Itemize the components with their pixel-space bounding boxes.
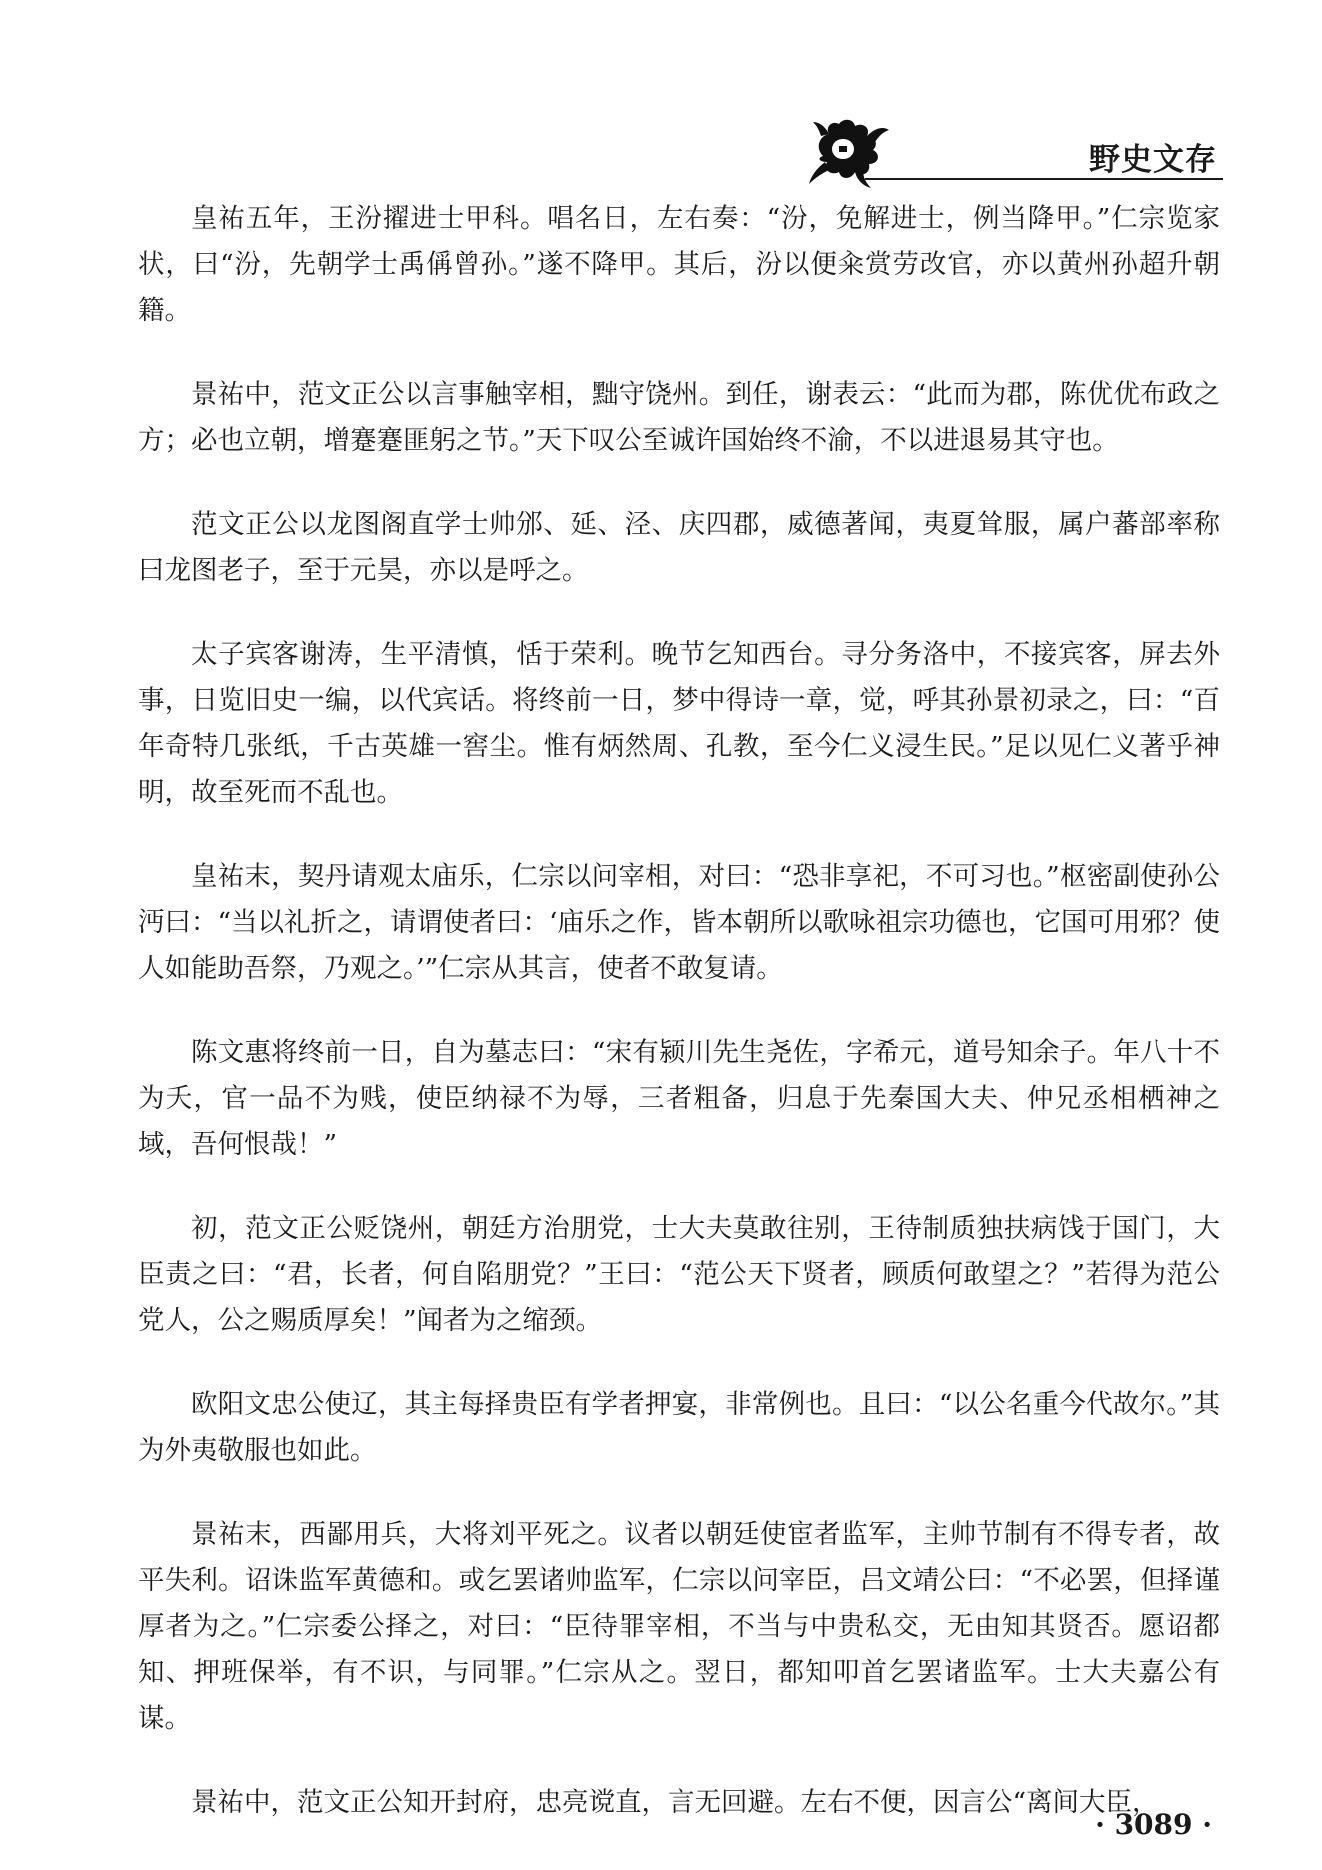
paragraph: 范文正公以龙图阁直学士帅邠、延、泾、庆四郡，威德著闻，夷夏耸服，属户蕃部率称曰龙图老子，至于元昊，亦以是呼之。 [138,509,1220,586]
paragraph: 景祐中，范文正公以言事触宰相，黜守饶州。到任，谢表云：“此而为郡，陈优优布政之方；必也立朝，增蹇蹇匪躬之节。”天下叹公至诚许国始终不渝，不以进退易其守也。 [138,379,1220,456]
paragraph: 太子宾客谢涛，生平清慎，恬于荣利。晚节乞知西台。寻分务洛中，不接宾客，屏去外事，日览旧史一编，以代宾话。将终前一日，梦中得诗一章，觉，呼其孙景初录之，曰：“百年奇特几张纸，千古英雄一窖尘。惟有炳然周、孔教，至今仁义浸生民。”足以见仁义著乎神明，故至死而不乱也。 [138,639,1220,808]
page-header [805,112,1223,194]
paragraph: 景祐末，西鄙用兵，大将刘平死之。议者以朝廷使宦者监军，主帅节制有不得专者，故平失利。诏诛监军黄德和。或乞罢诸帅监军，仁宗以问宰臣，吕文靖公曰：“不必罢，但择谨厚者为之。”仁宗委公择之，对曰：“臣待罪宰相，不当与中贵私交，无由知其贤否。愿诏都知、押班保举，有不识，与同罪。”仁宗从之。翌日，都知叩首乞罢诸监军。士大夫嘉公有谋。 [138,1519,1220,1734]
paragraph: 欧阳文忠公使辽，其主每择贵臣有学者押宴，非常例也。且曰：“以公名重今代故尔。”其为外夷敬服也如此。 [138,1389,1220,1466]
paragraph: 皇祐末，契丹请观太庙乐，仁宗以问宰相，对曰：“恐非享祀，不可习也。”枢密副使孙公沔曰：“当以礼折之，请谓使者曰：‘庙乐之作，皆本朝所以歌咏祖宗功德也，它国可用邪？使人如能助吾祭，乃观之。’”仁宗从其言，使者不敢复请。 [138,861,1220,984]
page-body [138,196,1220,1826]
paragraph: 初，范文正公贬饶州，朝廷方治朋党，士大夫莫敢往别，王待制质独扶病饯于国门，大臣责之曰：“君，长者，何自陷朋党？”王曰：“范公天下贤者，顾质何敢望之？”若得为范公党人，公之赐质厚矣！”闻者为之缩颈。 [138,1213,1220,1336]
paragraph: 皇祐五年，王汾擢进士甲科。唱名日，左右奏：“汾，免解进士，例当降甲。”仁宗览家状，曰“汾，先朝学士禹偁曾孙。”遂不降甲。其后，汾以便籴赏劳改官，亦以黄州孙超升朝籍。 [138,203,1220,326]
header-title: 野史文存 [1089,142,1217,178]
page-number: · 3089 · [1095,1808,1212,1841]
dragon-emblem-icon [805,112,895,192]
paragraph: 景祐中，范文正公知开封府，忠亮谠直，言无回避。左右不便，因言公“离间大臣， [191,1787,1159,1818]
paragraph: 陈文惠将终前一日，自为墓志曰：“宋有颍川先生尧佐，字希元，道号知余子。年八十不为夭，官一品不为贱，使臣纳禄不为辱，三者粗备，归息于先秦国大夫、仲兄丞相栖神之域，吾何恨哉！” [138,1037,1220,1160]
